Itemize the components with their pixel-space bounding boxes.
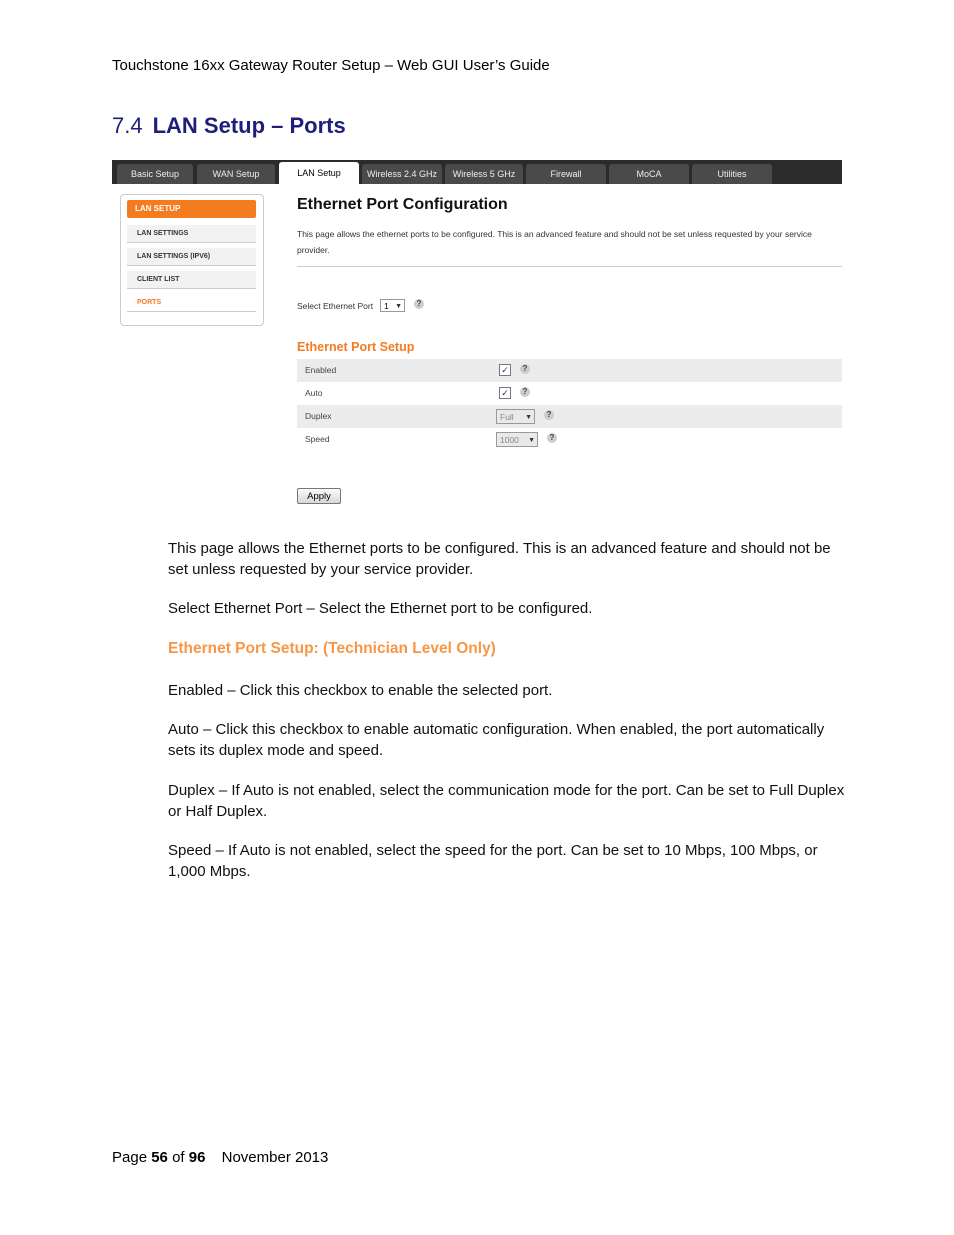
chevron-down-icon: ▼ <box>528 437 535 444</box>
chevron-down-icon: ▼ <box>525 414 532 421</box>
section-title <box>112 113 346 139</box>
tab-utilities[interactable]: Utilities <box>692 164 772 184</box>
row-label: Duplex <box>305 411 332 421</box>
tab-wireless-24[interactable]: Wireless 2.4 GHz <box>362 164 442 184</box>
select-port-paragraph: Select Ethernet Port – Select the Ethernet port to be configured. <box>168 600 593 617</box>
setup-subheading: Ethernet Port Setup: (Technician Level Only) <box>168 640 496 657</box>
sidebar-heading: LAN SETUP <box>127 200 256 218</box>
page-footer <box>112 1149 328 1166</box>
tab-basic-setup[interactable]: Basic Setup <box>117 164 193 184</box>
intro-paragraph: This page allows the Ethernet ports to be configured. This is an advanced feature and should not be set unless requested by your service provider. <box>168 540 831 578</box>
row-label: Enabled <box>305 365 337 375</box>
sidebar-item-lan-settings[interactable]: LAN SETTINGS <box>127 225 256 243</box>
row-auto <box>297 382 842 405</box>
page-number: 56 <box>151 1149 168 1166</box>
sidebar <box>120 194 264 326</box>
chevron-down-icon: ▼ <box>395 303 402 310</box>
row-label: Auto <box>305 388 323 398</box>
router-screenshot <box>112 160 842 509</box>
tab-wireless-5[interactable]: Wireless 5 GHz <box>445 164 523 184</box>
duplex-select-value: Full <box>500 412 514 422</box>
of-word: of <box>172 1149 185 1166</box>
duplex-paragraph: Duplex – If Auto is not enabled, select the communication mode for the port. Can be set to Full Duplex or Half Duplex. <box>168 782 845 820</box>
help-icon[interactable]: ? <box>414 299 424 309</box>
sidebar-item-client-list[interactable]: CLIENT LIST <box>127 271 256 289</box>
duplex-select[interactable] <box>496 409 535 424</box>
divider <box>297 266 842 267</box>
page-title: Ethernet Port Configuration <box>297 196 508 213</box>
tab-moca[interactable]: MoCA <box>609 164 689 184</box>
port-select[interactable] <box>380 299 405 312</box>
enabled-checkbox[interactable]: ✓ <box>499 364 511 376</box>
tab-firewall[interactable]: Firewall <box>526 164 606 184</box>
apply-button[interactable]: Apply <box>297 488 341 504</box>
sidebar-item-lan-settings-ipv6[interactable]: LAN SETTINGS (IPV6) <box>127 248 256 266</box>
auto-paragraph: Auto – Click this checkbox to enable automatic configuration. When enabled, the port automatically sets its duplex mode and speed. <box>168 721 825 759</box>
select-port-label: Select Ethernet Port <box>297 301 374 311</box>
page-total: 96 <box>188 1149 206 1166</box>
help-icon[interactable]: ? <box>520 387 530 397</box>
page-description: This page allows the ethernet ports to be configured. This is an advanced feature and should not be set unless requested by your service provider. <box>297 229 812 255</box>
row-duplex <box>297 405 842 428</box>
row-speed <box>297 428 842 451</box>
port-select-value: 1 <box>384 301 389 311</box>
section-number: 7.4 <box>112 113 143 138</box>
help-icon[interactable]: ? <box>547 433 557 443</box>
tab-lan-setup[interactable]: LAN Setup <box>279 162 359 184</box>
section-title-text: LAN Setup – Ports <box>152 113 346 138</box>
enabled-paragraph: Enabled – Click this checkbox to enable the selected port. <box>168 682 553 699</box>
sidebar-item-ports[interactable]: PORTS <box>127 294 256 312</box>
document-header: Touchstone 16xx Gateway Router Setup – Web GUI User’s Guide <box>112 57 550 74</box>
footer-date: November 2013 <box>221 1149 329 1166</box>
auto-checkbox[interactable]: ✓ <box>499 387 511 399</box>
tab-wan-setup[interactable]: WAN Setup <box>197 164 275 184</box>
speed-paragraph: Speed – If Auto is not enabled, select the speed for the port. Can be set to 10 Mbps, 100 Mbps, or 1,000 Mbps. <box>168 842 818 880</box>
help-icon[interactable]: ? <box>520 364 530 374</box>
speed-select[interactable] <box>496 432 538 447</box>
page-word: Page <box>112 1149 148 1166</box>
setup-heading: Ethernet Port Setup <box>297 340 415 354</box>
row-enabled <box>297 359 842 382</box>
speed-select-value: 1000 <box>500 435 519 445</box>
tab-bar <box>112 160 842 184</box>
help-icon[interactable]: ? <box>544 410 554 420</box>
row-label: Speed <box>305 434 330 444</box>
